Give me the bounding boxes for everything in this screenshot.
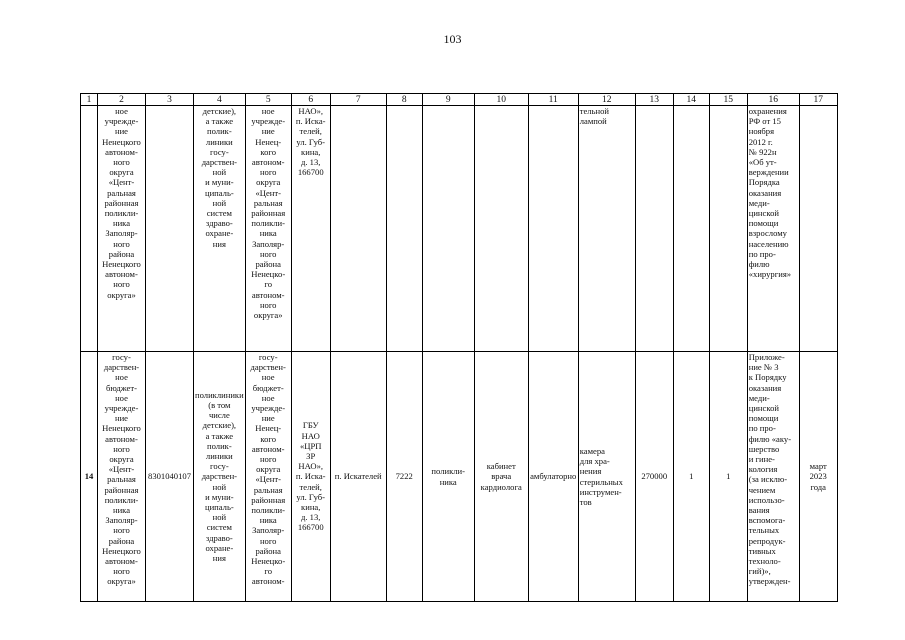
cell-department (474, 106, 528, 352)
cell-price: 270000 (635, 352, 673, 602)
column-number: 7 (330, 94, 386, 106)
cell-address: НАО», п. Иска- телей, ул. Губ- кина, д. 13, 166700 (291, 106, 330, 352)
cell-care-conditions (528, 106, 578, 352)
cell-address: ГБУ НАО «ЦРП ЗР НАО», п. Иска- телей, ул. Губ- кина, д. 13, 166700 (291, 352, 330, 602)
cell-unit-type: поликли- ника (422, 352, 474, 602)
column-number: 14 (673, 94, 709, 106)
cell-recipient-name: госу- дарствен- ное бюджет- ное учрежде- ние Ненец- кого автоном- ного округа «Цент- ральная районная поликли- ника Заполяр- ного района Ненецко- го автоном- (245, 352, 291, 602)
column-number: 13 (635, 94, 673, 106)
cell-organization-name: госу- дарствен- ное бюджет- ное учрежде- ние Ненецкого автоном- ного округа «Цент- ральная районная поликли- ника Заполяр- ного района Ненецкого автоном- ного округа» (98, 352, 146, 602)
cell-population (386, 106, 422, 352)
cell-legal-basis: охранения РФ от 15 ноября 2012 г. № 922н «Об ут- верждении Порядка оказания меди- цинской помощи взрослому населению по про- филю «хирургия» (747, 106, 799, 352)
column-number: 16 (747, 94, 799, 106)
column-number: 2 (98, 94, 146, 106)
cell-equipment: камера для хра- нения стерильных инструмен- тов (578, 352, 635, 602)
column-number: 3 (146, 94, 194, 106)
column-number: 11 (528, 94, 578, 106)
cell-recipient-name: ное учрежде- ние Ненец- кого автоном- ного округа «Цент- ральная районная поликли- ника Заполяр- ного района Ненецко- го автоном- ного округа» (245, 106, 291, 352)
cell-department: кабинет врача кардиолога (474, 352, 528, 602)
cell-organization-name: ное учрежде- ние Ненецкого автоном- ного округа «Цент- ральная районная поликли- ника Заполяр- ного района Ненецкого автоном- ного округа» (98, 106, 146, 352)
column-number: 6 (291, 94, 330, 106)
cell-inn: 8301040107 (146, 352, 194, 602)
cell-settlement: п. Искателей (330, 352, 386, 602)
column-number: 10 (474, 94, 528, 106)
column-number: 17 (799, 94, 837, 106)
cell-settlement (330, 106, 386, 352)
cell-quantity-a (673, 106, 709, 352)
column-number: 4 (194, 94, 246, 106)
cell-price (635, 106, 673, 352)
cell-inn (146, 106, 194, 352)
column-number: 15 (709, 94, 747, 106)
column-number: 5 (245, 94, 291, 106)
document-table (80, 93, 838, 602)
cell-quantity-b (709, 106, 747, 352)
cell-population: 7222 (386, 352, 422, 602)
cell-quantity-a: 1 (673, 352, 709, 602)
column-number: 12 (578, 94, 635, 106)
cell-unit-type (422, 106, 474, 352)
table-row-14 (81, 352, 838, 602)
cell-row-number (81, 106, 98, 352)
cell-deadline: март 2023 года (799, 352, 837, 602)
table-row-continued (81, 106, 838, 352)
cell-row-number: 14 (81, 352, 98, 602)
page-number: 103 (443, 32, 462, 46)
cell-equipment: тельной лампой (578, 106, 635, 352)
column-number: 8 (386, 94, 422, 106)
cell-org-type: детские), а также полик- линики госу- дарствен- ной и муни- ципаль- ной систем здраво- охране- ния (194, 106, 246, 352)
column-number: 9 (422, 94, 474, 106)
cell-org-type: поликлиники (в том числе детские), а также полик- линики госу- дарствен- ной и муни- ципаль- ной систем здраво- охране- ния (194, 352, 246, 602)
cell-legal-basis: Приложе- ние № 3 к Порядку оказания меди- цинской помощи по про- филю «аку- шерство и гине- кология (за исклю- чением использо- вания вспомога- тельных репродук- тивных техноло- гий)», утвержден- (747, 352, 799, 602)
column-number-row (81, 94, 838, 106)
cell-deadline (799, 106, 837, 352)
column-number: 1 (81, 94, 98, 106)
cell-care-conditions: амбулаторно (528, 352, 578, 602)
cell-quantity-b: 1 (709, 352, 747, 602)
